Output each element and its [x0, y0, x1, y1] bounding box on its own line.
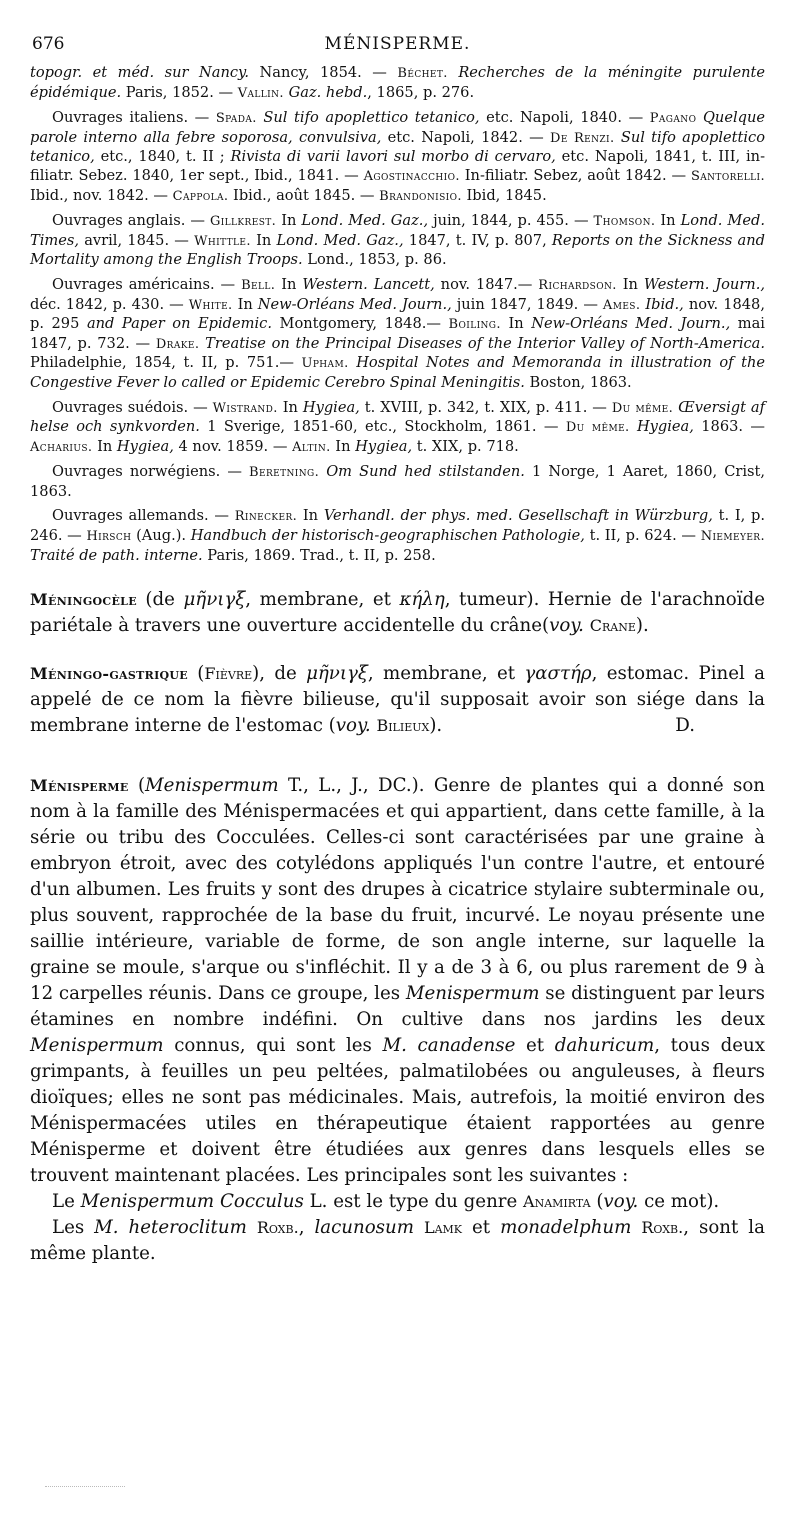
- page-header: [30, 28, 765, 56]
- text-run: Ouvrages suédois. —: [52, 398, 213, 416]
- headword: Méningocèle: [30, 590, 137, 610]
- italic-text: M. heteroclitum: [94, 1217, 247, 1239]
- italic-text: Lond. Med. Gaz.,: [301, 212, 429, 230]
- author-signature: D.: [675, 715, 695, 737]
- small-caps-name: Whittle.: [194, 233, 251, 249]
- bibliography-paragraph: [30, 109, 765, 206]
- text-run: ).: [429, 715, 443, 737]
- italic-text: Ibid.,: [645, 295, 684, 313]
- small-caps-name: Roxb.: [641, 1218, 684, 1238]
- text-run: [414, 1217, 424, 1238]
- small-caps-name: Béchet.: [397, 66, 448, 81]
- text-run: Boston, 1863.: [524, 373, 632, 391]
- italic-text: Quelque parole interno alla febre soporosa, convulsiva,: [30, 109, 766, 146]
- small-caps-name: Upham.: [301, 356, 349, 372]
- italic-text: Verhandl. der phys. med. Gesellschaft in Würzburg,: [323, 507, 713, 525]
- text-run: juin, 1844, p. 455. —: [428, 212, 594, 230]
- italic-text: Om Sund hed stilstanden.: [326, 463, 525, 481]
- text-run: Paris, 1852. —: [121, 83, 238, 101]
- text-run: 1847, t. IV, p. 807,: [403, 231, 552, 249]
- small-caps-name: Brandonisio.: [379, 188, 462, 204]
- italic-text: Menispermum: [405, 983, 540, 1005]
- text-run: (Aug.).: [131, 527, 191, 545]
- italic-text: dahuricum: [554, 1035, 655, 1057]
- text-run: [247, 1217, 257, 1238]
- text-run: , sont la même plante.: [30, 1217, 765, 1265]
- text-run: (: [128, 775, 146, 797]
- text-run: Nancy, 1854. —: [249, 64, 398, 81]
- text-run: (: [590, 1191, 604, 1213]
- italic-text: Menispermum: [30, 1035, 164, 1057]
- italic-text: M. canadense: [382, 1035, 516, 1057]
- text-run: Ibid, 1845.: [461, 186, 547, 204]
- text-run: T., L., J., DC.). Genre de plantes qui a donné son nom à la famille des Ménispermacées et qui appartient, dans cette famille, à la série ou tribu des Cocculées. Celles-ci sont caractérisées par une graine à embryon étroit, avec des cotylédons appliqués l'un contre l'autre, et entouré d'un albumen. Les fruits y sont des drupes à cicatrice stylaire subterminale ou, plus souvent, rapprochée de la base du fruit, incurvé. Le noyau présente une saillie intérieure, variable de forme, de son angle interne, sur laquelle la graine se moule, s'arque ou s'infléchit. Il y a de 3 à 6, ou plus rarement de 9 à 12 carpelles réunis. Dans ce groupe, les: [30, 775, 765, 1005]
- small-caps-name: Lamk: [423, 1218, 463, 1238]
- small-caps-name: Thomson.: [593, 214, 656, 230]
- small-caps-name: Acharius.: [30, 439, 93, 455]
- entry-paragraph: [30, 1215, 765, 1267]
- text-run: ), de: [252, 663, 307, 685]
- text-run: In: [277, 398, 303, 416]
- italic-text: Hygiea,: [116, 437, 174, 455]
- small-caps-name: Bell.: [241, 277, 276, 293]
- text-run: (: [187, 663, 205, 685]
- italic-text: Sul tifo apoplettico tetanico,: [30, 128, 765, 166]
- bibliography-paragraph: [30, 507, 765, 565]
- small-caps-name: Roxb.: [256, 1218, 299, 1238]
- text-run: In: [297, 507, 324, 525]
- bibliography-paragraph: [30, 399, 765, 458]
- text-run: déc. 1842, p. 430. —: [30, 295, 189, 313]
- bibliography-paragraph: [30, 64, 765, 103]
- text-run: [631, 1217, 641, 1238]
- text-run: In: [250, 231, 277, 249]
- headword: Ménisperme: [30, 776, 129, 796]
- text-run: Ibid., nov. 1842. —: [30, 186, 173, 204]
- text-run: etc. Napoli, 1840. —: [479, 109, 650, 127]
- text-run: , 1865, p. 276.: [367, 83, 475, 101]
- text-run: et: [515, 1035, 555, 1057]
- italic-text: Hygiea,: [302, 398, 360, 416]
- text-run: 1 Sverige, 1851-60, etc., Stockholm, 1861. —: [199, 418, 566, 436]
- text-run: , tous deux grimpants, à feuilles un peu peltées, palmatilobées ou anguleuses, à fleurs dioïques; elles ne sont pas médicinales. Mais, autrefois, la moitié environ des Ménispermacées utiles en thérapeutique étaient rapportées au genre Ménisperme et doivent être étudiées aux genres dans lesquels elles se trouvent maintenant placées. Les principales sont les suivantes :: [30, 1035, 765, 1187]
- small-caps-name: Vallin.: [237, 85, 284, 101]
- small-caps-name: Altin.: [292, 439, 331, 455]
- text-run: In: [616, 275, 644, 293]
- italic-text: Menispermum Cocculus: [80, 1191, 304, 1213]
- small-caps-name: Fièvre: [204, 664, 253, 684]
- text-run: t. I, p. 246. —: [30, 507, 765, 545]
- text-run: In: [500, 315, 532, 333]
- text-run: 4 nov. 1859. —: [173, 437, 293, 455]
- small-caps-name: Du même.: [565, 420, 630, 436]
- text-run: 1 Norge, 1 Aaret, 1860, Crist, 1863.: [30, 463, 766, 500]
- italic-text: Gaz. hebd.: [288, 83, 368, 101]
- small-caps-name: Ames.: [602, 297, 641, 313]
- italic-text: Recherches de la méningite purulente épidémique.: [30, 64, 765, 101]
- text-run: Paris, 1869. Trad., t. II, p. 258.: [202, 546, 436, 564]
- text-run: [630, 418, 637, 435]
- italic-text: topogr. et méd. sur Nancy.: [30, 64, 249, 81]
- text-run: t. XIX, p. 718.: [412, 437, 519, 455]
- bibliography-block: [30, 64, 765, 565]
- text-run: L. est le type du genre: [303, 1191, 524, 1213]
- text-run: , membrane, et: [367, 663, 525, 685]
- italic-text: Lond. Med. Gaz.,: [276, 231, 404, 249]
- italic-text: μῆνιγξ: [183, 589, 246, 611]
- italic-text: voy.: [549, 615, 584, 637]
- small-caps-name: Beretning.: [249, 465, 320, 481]
- text-run: In: [232, 295, 258, 313]
- text-run: In: [330, 437, 356, 455]
- italic-text: Handbuch der historisch-geographischen Pathologie,: [190, 527, 585, 545]
- italic-text: New-Orléans Med. Journ.,: [257, 295, 452, 313]
- text-run: In: [275, 275, 303, 293]
- text-run: In: [276, 212, 302, 230]
- text-run: se distinguent par leurs étamines en nombre indéfini. On cultive dans nos jardins les deux: [30, 983, 765, 1031]
- small-caps-name: Cappola.: [172, 188, 229, 204]
- running-title: MÉNISPERME.: [324, 34, 471, 54]
- italic-text: monadelphum: [500, 1217, 632, 1239]
- text-run: (de: [136, 589, 184, 611]
- small-caps-name: White.: [188, 297, 233, 313]
- text-run: , membrane, et: [245, 589, 400, 611]
- text-run: etc. Napoli, 1842. —: [381, 128, 550, 146]
- text-run: Les: [52, 1217, 95, 1239]
- small-caps-name: Crane: [589, 616, 636, 636]
- small-caps-name: Santorelli.: [690, 168, 765, 184]
- italic-text: Hospital Notes and Memoranda in illustration of the Congestive Fever lo called or Epidemic Cerebro Spinal Meningitis.: [30, 354, 766, 391]
- small-caps-name: Gillkrest.: [209, 214, 277, 230]
- dictionary-entries: [30, 587, 765, 1267]
- small-caps-name: Wistrand.: [212, 400, 278, 416]
- italic-text: lacunosum: [314, 1217, 414, 1239]
- small-caps-name: Du même.: [611, 400, 674, 416]
- dictionary-entry: [30, 661, 765, 739]
- small-caps-name: Drake.: [155, 336, 200, 352]
- italic-text: κήλη: [399, 589, 445, 611]
- small-caps-name: Rinecker.: [234, 509, 298, 525]
- text-run: etc. Napoli, 1841, t. III, in-filiatr. Sebez. 1840, 1er sept., Ibid., 1841. —: [30, 148, 765, 184]
- text-run: 1863. —: [693, 418, 765, 436]
- text-run: t. XVIII, p. 342, t. XIX, p. 411. —: [359, 398, 612, 416]
- text-run: mai 1847, p. 732. —: [30, 315, 765, 352]
- italic-text: Menispermum: [145, 775, 279, 797]
- text-run: Ouvrages italiens. —: [52, 109, 216, 127]
- bibliography-paragraph: [30, 276, 765, 393]
- italic-text: Sul tifo apoplettico tetanico,: [263, 109, 480, 127]
- text-run: avril, 1845. —: [79, 231, 195, 249]
- page-content: [30, 28, 765, 1267]
- bibliography-paragraph: [30, 463, 765, 501]
- italic-text: Rivista di varii lavori sul morbo di cervaro,: [230, 148, 556, 166]
- footer-rule: [45, 1486, 125, 1487]
- text-run: etc., 1840, t. II ;: [94, 148, 231, 166]
- text-run: Philadelphie, 1854, t. II, p. 751.—: [30, 354, 302, 372]
- small-caps-name: Niemeyer.: [700, 529, 765, 545]
- dictionary-entry: [30, 773, 765, 1189]
- text-run: In-filiatr. Sebez, août 1842. —: [459, 166, 691, 184]
- text-run: [448, 64, 459, 81]
- text-run: et: [462, 1217, 501, 1239]
- text-run: Ouvrages norwégiens. —: [52, 463, 250, 481]
- bibliography-paragraph: [30, 212, 765, 270]
- entry-paragraph: [30, 1189, 765, 1215]
- small-caps-name: Bilieux: [376, 716, 430, 736]
- italic-text: Western. Lancett,: [302, 275, 435, 293]
- small-caps-name: Agostinacchio.: [363, 168, 460, 184]
- text-run: juin 1847, 1849. —: [451, 295, 603, 313]
- text-run: Lond., 1853, p. 86.: [302, 251, 447, 269]
- text-run: Ouvrages anglais. —: [52, 212, 210, 230]
- italic-text: New-Orléans Med. Journ.,: [531, 315, 731, 333]
- italic-text: Traité de path. interne.: [30, 546, 203, 564]
- text-run: ).: [635, 615, 649, 637]
- text-run: In: [655, 212, 681, 230]
- text-run: Ibid., août 1845. —: [228, 186, 380, 204]
- italic-text: Lond. Med. Times,: [30, 212, 765, 249]
- italic-text: and Paper on Epidemic.: [86, 315, 272, 333]
- text-run: nov. 1847.—: [434, 275, 539, 293]
- italic-text: Hygiea,: [636, 418, 694, 436]
- text-run: , tumeur). Hernie de l'arachnoïde pariétale à travers une ouverture accidentelle du crâne(: [30, 589, 765, 637]
- text-run: ,: [298, 1217, 315, 1239]
- dictionary-entry: [30, 587, 765, 639]
- text-run: Le: [52, 1191, 81, 1213]
- text-run: Ouvrages allemands. —: [52, 507, 235, 525]
- italic-text: Western. Journ.,: [643, 275, 765, 293]
- headword: Méningo-gastrique: [30, 664, 188, 684]
- italic-text: μῆνιγξ: [306, 663, 368, 685]
- small-caps-name: Spada.: [215, 111, 257, 127]
- text-run: , estomac. Pinel a appelé de ce nom la fièvre bilieuse, qu'il supposait avoir son siége dans la membrane interne de l'estomac (: [30, 663, 765, 737]
- text-run: t. II, p. 624. —: [584, 527, 701, 545]
- italic-text: voy.: [335, 715, 371, 737]
- text-run: nov. 1848, p. 295: [30, 295, 765, 333]
- small-caps-name: Boiling.: [448, 317, 501, 333]
- italic-text: Reports on the Sickness and Mortality among the English Troops.: [30, 231, 765, 269]
- italic-text: Hygiea,: [355, 437, 413, 455]
- text-run: [696, 109, 703, 126]
- small-caps-name: Anamirta: [523, 1192, 591, 1212]
- small-caps-name: Pagano: [649, 111, 697, 127]
- small-caps-name: Hirsch: [86, 529, 132, 545]
- italic-text: Œversigt af helse och synkvorden.: [30, 398, 765, 436]
- italic-text: Treatise on the Principal Diseases of the Interior Valley of North-America.: [205, 334, 766, 352]
- small-caps-name: Richardson.: [538, 277, 617, 293]
- text-run: ce mot).: [638, 1191, 720, 1213]
- text-run: Ouvrages américains. —: [52, 275, 242, 293]
- page-number: 676: [32, 34, 65, 54]
- small-caps-name: De Renzi.: [550, 130, 615, 146]
- text-run: In: [92, 437, 117, 455]
- text-run: connus, qui sont les: [163, 1035, 383, 1057]
- text-run: Montgomery, 1848.—: [271, 315, 449, 333]
- italic-text: γαστήρ: [524, 663, 592, 685]
- italic-text: voy.: [603, 1191, 639, 1213]
